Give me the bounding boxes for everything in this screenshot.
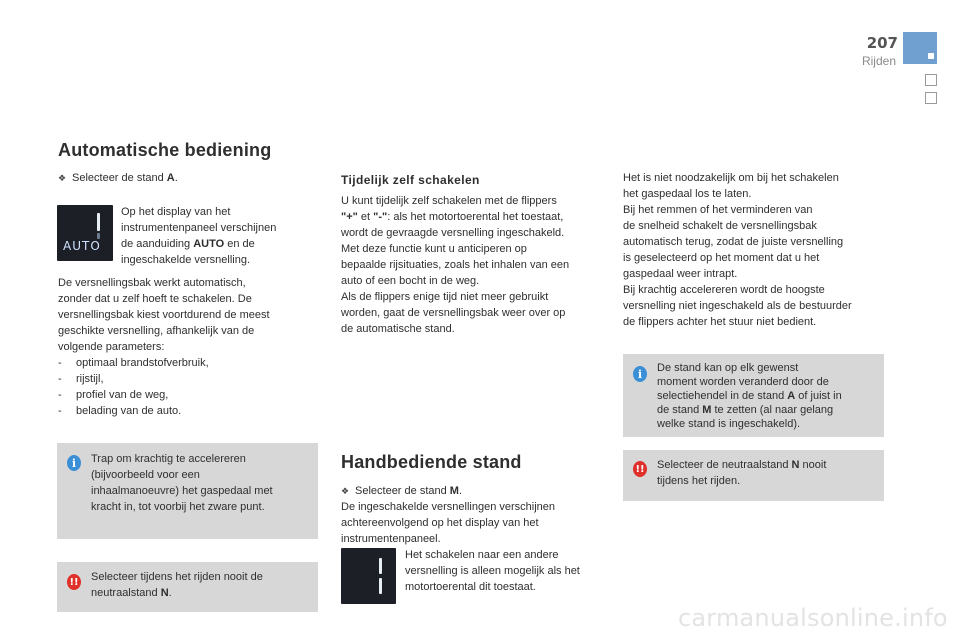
auto-display-image [57, 205, 113, 261]
section-title: Rijden [861, 54, 896, 68]
auto-paragraph: De versnellingsbak werkt automatisch, zonder dat u zelf hoeft te schakelen. De versnellingsbak kiest voortdurend de meest geschikte versnelling, afhankelijk van de volgende parameters: - optimaal brandstofverbruik, - rijstijl, - profiel van de weg, - belading van de auto. [58, 277, 270, 417]
info-note-accelerate: i Trap om krachtig te accelereren (bijvoorbeeld voor een inhaalmanoeuvre) het gaspedaal met kracht in, tot voorbij het zware punt. [57, 443, 318, 539]
chapter-tab-active[interactable] [903, 32, 937, 64]
tab-square-icon [928, 53, 934, 59]
warning-note-neutral-driving: !! Selecteer de neutraalstand N nooit tijdens het rijden. [623, 450, 884, 501]
kickdown-paragraph: Het is niet noodzakelijk om bij het schakelen het gaspedaal los te laten. Bij het remmen of het verminderen van de snelheid schakelt de versnellingsbak automatisch terug, zodat de juiste versnelling is geselecteerd op het moment dat u het gaspedaal weer intrapt. Bij krachtig accelereren wordt de hoogste versnelling niet ingeschakeld als de bestuurder de flippers achter het stuur niet bedient. [623, 172, 852, 328]
chapter-tab[interactable] [925, 92, 937, 104]
flipper-paragraph: U kunt tijdelijk zelf schakelen met de flippers "+" et "-": als het motortoerental het toestaat, wordt de gevraagde versnelling ingeschakeld. Met deze functie kunt u anticiperen op bepaalde rijsituaties, zoals het inhalen van een auto of een bocht in de weg. Als de flippers enige tijd niet meer gebruikt worden, gaat de versnellingsbak weer over op de automatische stand. [341, 195, 570, 335]
warning-icon: !! [67, 574, 81, 590]
list-item: - rijstijl, [58, 373, 104, 385]
display-auto-label: AUTO [63, 239, 101, 253]
manual-display-image [341, 548, 396, 604]
display-description: Op het display van het instrumentenpaneel verschijnen de aanduiding AUTO en de ingeschakelde versnelling. [121, 206, 277, 266]
select-a-instruction: ❖ Selecteer de stand A. [58, 172, 178, 184]
list-item: - profiel van de weg, [58, 389, 169, 401]
bullet-icon: ❖ [341, 486, 350, 496]
manual-side-text: Het schakelen naar een andere versnelling is alleen mogelijk als het motortoerental dit toestaat. [405, 549, 580, 593]
bullet-icon: ❖ [58, 173, 67, 183]
list-item: - optimaal brandstofverbruik, [58, 357, 209, 369]
select-m-instruction: ❖ Selecteer de stand M. De ingeschakelde versnellingen verschijnen achtereenvolgend op het display van het instrumentenpaneel. [341, 485, 556, 545]
heading-tijdelijk-zelf-schakelen: Tijdelijk zelf schakelen [341, 173, 480, 187]
chapter-tab[interactable] [925, 74, 937, 86]
heading-handbediende-stand: Handbediende stand [341, 452, 522, 472]
watermark: carmanualsonline.info [678, 604, 948, 632]
info-note-mode-change: i De stand kan op elk gewenst moment worden veranderd door de selectiehendel in de stand A of juist in de stand M te zetten (al naar gelang welke stand is ingeschakeld). [623, 354, 884, 437]
warning-icon: !! [633, 461, 647, 477]
heading-automatische-bediening: Automatische bediening [58, 140, 272, 160]
page-number: 207 [866, 34, 898, 52]
info-icon: i [67, 455, 81, 471]
info-icon: i [633, 366, 647, 382]
list-item: - belading van de auto. [58, 405, 182, 417]
warning-note-neutral: !! Selecteer tijdens het rijden nooit de neutraalstand N. [57, 562, 318, 612]
